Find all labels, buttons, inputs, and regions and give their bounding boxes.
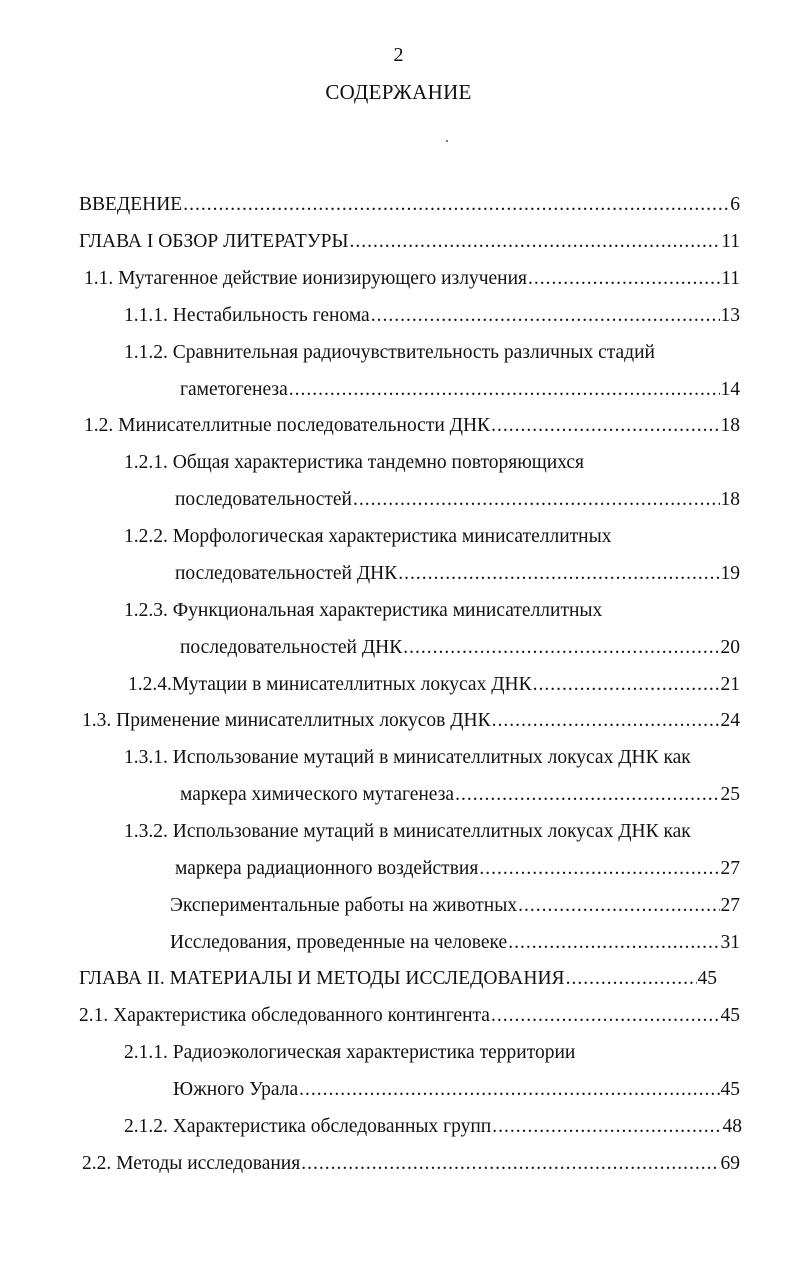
- toc-entry[interactable]: [79, 1004, 740, 1028]
- toc-entry[interactable]: [124, 1115, 742, 1139]
- toc-entry-title: 2.2. Методы исследования: [82, 1153, 301, 1174]
- toc-entry[interactable]: [180, 783, 740, 807]
- toc-entry[interactable]: [175, 488, 740, 512]
- toc-entry[interactable]: [175, 562, 740, 586]
- toc-entry-title: 1.1.1. Нестабильность генома: [124, 305, 370, 326]
- toc-entry-title: 1.2.3. Функциональная характеристика минисателлитных: [124, 600, 603, 621]
- toc-entry[interactable]: [124, 1041, 575, 1065]
- toc-entry[interactable]: [124, 599, 602, 623]
- toc-entry-title: Экспериментальные работы на животных: [170, 895, 518, 916]
- toc-leader-dots: [183, 193, 729, 217]
- toc-entry[interactable]: [79, 230, 740, 254]
- toc-entry[interactable]: [84, 414, 740, 438]
- toc-entry-page: 11: [721, 268, 740, 289]
- toc-entry[interactable]: [79, 967, 717, 991]
- toc-entry-title: 1.3.1. Использование мутаций в минисателлитных локусах ДНК как: [124, 747, 691, 768]
- page-title: СОДЕРЖАНИЕ: [325, 80, 472, 104]
- toc-entry-title: 1.2.1. Общая характеристика тандемно повторяющихся: [124, 452, 585, 473]
- toc-entry[interactable]: [180, 378, 740, 402]
- toc-entry-title: 1.3. Применение минисателлитных локусов ДНК: [82, 710, 491, 731]
- toc-entry-page: 45: [697, 968, 717, 989]
- toc-leader-dots: [353, 488, 720, 512]
- toc-leader-dots: [398, 562, 719, 586]
- toc-entry-page: 69: [720, 1153, 740, 1174]
- toc-entry-title: ГЛАВА I ОБЗОР ЛИТЕРАТУРЫ: [79, 231, 349, 252]
- toc-leader-dots: [566, 967, 697, 991]
- toc-entry[interactable]: [170, 931, 740, 955]
- toc-entry-title: 1.2. Минисателлитные последовательности ДНК: [84, 415, 491, 436]
- toc-leader-dots: [492, 709, 720, 733]
- toc-entry[interactable]: [84, 267, 740, 291]
- toc-entry[interactable]: [82, 709, 740, 733]
- toc-entry-title: последовательностей ДНК: [180, 637, 403, 658]
- toc-entry-title: 2.1. Характеристика обследованного контингента: [79, 1005, 490, 1026]
- toc-leader-dots: [518, 894, 719, 918]
- toc-leader-dots: [299, 1078, 719, 1102]
- toc-entry-title: 1.2.4.Мутации в минисателлитных локусах ДНК: [128, 674, 532, 695]
- toc-leader-dots: [491, 414, 719, 438]
- toc-leader-dots: [491, 1004, 720, 1028]
- toc-entry[interactable]: [82, 1152, 740, 1176]
- toc-entry-page: 13: [720, 305, 740, 326]
- toc-entry-page: 18: [720, 415, 740, 436]
- toc-entry-page: 45: [720, 1005, 740, 1026]
- page-number: 2: [393, 44, 404, 66]
- toc-entry-title: 1.1.2. Сравнительная радиочувствительность различных стадий: [124, 342, 655, 363]
- toc-leader-dots: [508, 931, 719, 955]
- toc-leader-dots: [301, 1152, 719, 1176]
- toc-entry-title: Исследования, проведенные на человеке: [170, 932, 508, 953]
- toc-entry-page: 19: [720, 563, 740, 584]
- toc-entry[interactable]: [128, 673, 740, 697]
- toc-leader-dots: [289, 378, 720, 402]
- toc-entry[interactable]: [124, 451, 584, 475]
- toc-entry-title: 2.1.2. Характеристика обследованных групп: [124, 1116, 492, 1137]
- toc-leader-dots: [371, 304, 720, 328]
- toc-entry-page: 48: [722, 1116, 742, 1137]
- toc-entry-page: 20: [720, 637, 740, 658]
- toc-entry-title: 1.3.2. Использование мутаций в минисателлитных локусах ДНК как: [124, 821, 691, 842]
- toc-entry-page: 6: [730, 194, 740, 215]
- toc-entry-title: 1.1. Мутагенное действие ионизирующего излучения: [84, 268, 528, 289]
- toc-entry-title: последовательностей: [175, 489, 352, 510]
- toc-entry-page: 21: [720, 674, 740, 695]
- toc-entry-page: 14: [720, 379, 740, 400]
- toc-entry[interactable]: [79, 193, 740, 217]
- toc-entry-page: 27: [720, 895, 740, 916]
- toc-entry[interactable]: [124, 525, 611, 549]
- toc-leader-dots: [403, 636, 719, 660]
- toc-leader-dots: [350, 230, 721, 254]
- toc-entry-page: 11: [721, 231, 740, 252]
- toc-entry-page: 27: [720, 858, 740, 879]
- toc-entry-title: последовательностей ДНК: [175, 563, 398, 584]
- toc-entry[interactable]: [180, 636, 740, 660]
- toc-entry[interactable]: [170, 894, 740, 918]
- toc-entry[interactable]: [124, 820, 691, 844]
- toc-entry-page: 24: [720, 710, 740, 731]
- toc-entry[interactable]: [175, 857, 740, 881]
- toc-leader-dots: [528, 267, 720, 291]
- toc-entry-title: маркера химического мутагенеза: [180, 784, 455, 805]
- toc-entry[interactable]: [124, 341, 655, 365]
- toc-entry-page: 31: [720, 932, 740, 953]
- toc-leader-dots: [479, 857, 719, 881]
- toc-entry[interactable]: [173, 1078, 740, 1102]
- toc-entry[interactable]: [124, 746, 691, 770]
- toc-entry-page: 45: [720, 1079, 740, 1100]
- toc-entry-title: ГЛАВА II. МАТЕРИАЛЫ И МЕТОДЫ ИССЛЕДОВАНИЯ: [79, 968, 565, 989]
- toc-leader-dots: [533, 673, 720, 697]
- toc-entry-title: ВВЕДЕНИЕ: [79, 194, 183, 215]
- toc-entry-page: 18: [720, 489, 740, 510]
- toc-entry-title: 2.1.1. Радиоэкологическая характеристика территории: [124, 1042, 576, 1063]
- toc-entry-title: Южного Урала: [173, 1079, 299, 1100]
- toc-entry-title: гаметогенеза: [180, 379, 288, 400]
- toc-entry[interactable]: [124, 304, 740, 328]
- toc-entry-title: маркера радиационного воздействия: [175, 858, 479, 879]
- toc-entry-title: 1.2.2. Морфологическая характеристика минисателлитных: [124, 526, 612, 547]
- toc-entry-page: 25: [720, 784, 740, 805]
- toc-leader-dots: [492, 1115, 721, 1139]
- toc-leader-dots: [455, 783, 719, 807]
